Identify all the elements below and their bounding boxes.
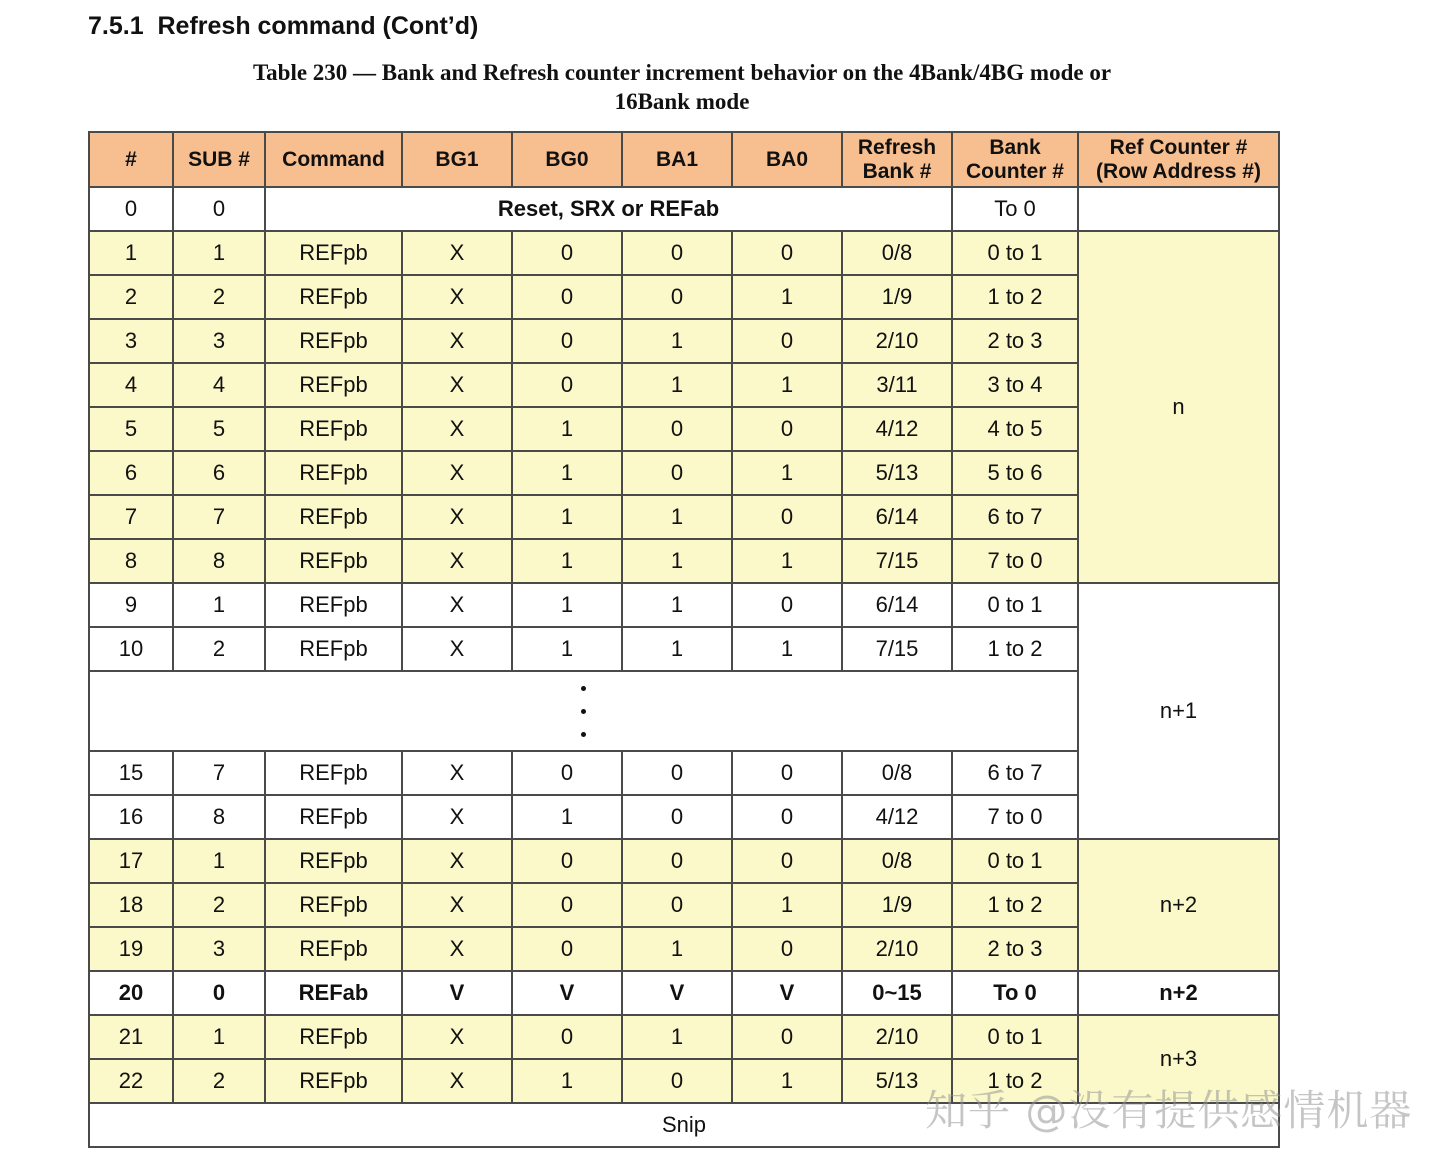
- cell-num: 1: [89, 231, 173, 275]
- table-row: [89, 231, 1279, 275]
- cell-ba0: 0: [732, 795, 842, 839]
- table-row: [89, 187, 1279, 231]
- cell-bg1: X: [402, 407, 512, 451]
- snip-cell: Snip: [89, 1103, 1279, 1147]
- cell-bank-counter: 0 to 1: [952, 1015, 1078, 1059]
- cell-bg0: 0: [512, 927, 622, 971]
- cell-ref-counter-group-n: n: [1078, 231, 1279, 583]
- cell-bg1: X: [402, 539, 512, 583]
- cell-command: REFpb: [265, 1059, 402, 1103]
- cell-bg1: X: [402, 795, 512, 839]
- header-num: #: [89, 132, 173, 187]
- table-caption: [150, 58, 1214, 116]
- cell-bg0: 1: [512, 627, 622, 671]
- cell-bg1: X: [402, 1059, 512, 1103]
- cell-num: 0: [89, 187, 173, 231]
- cell-ba1: 0: [622, 451, 732, 495]
- cell-bank-counter: 0 to 1: [952, 839, 1078, 883]
- cell-command: REFpb: [265, 795, 402, 839]
- cell-num: 17: [89, 839, 173, 883]
- header-bank-counter-line2: Counter #: [965, 159, 1064, 183]
- cell-ba0: 0: [732, 927, 842, 971]
- cell-ba1: 0: [622, 839, 732, 883]
- cell-bank-counter: 6 to 7: [952, 495, 1078, 539]
- cell-sub: 1: [173, 231, 265, 275]
- refresh-counter-table: [88, 131, 1280, 1148]
- snip-row: [89, 1103, 1279, 1147]
- cell-refresh-bank: 6/14: [842, 495, 952, 539]
- cell-refresh-bank: 0/8: [842, 751, 952, 795]
- cell-bank-counter: 7 to 0: [952, 795, 1078, 839]
- caption-line-2: 16Bank mode: [614, 89, 750, 114]
- cell-bank-counter: 1 to 2: [952, 883, 1078, 927]
- cell-refresh-bank: 4/12: [842, 407, 952, 451]
- cell-ba1: 1: [622, 583, 732, 627]
- cell-bank-counter: 7 to 0: [952, 539, 1078, 583]
- header-row: [89, 132, 1279, 187]
- cell-bg0: 0: [512, 1015, 622, 1059]
- cell-sub: 2: [173, 1059, 265, 1103]
- cell-refresh-bank: 7/15: [842, 627, 952, 671]
- cell-ba1: 0: [622, 1059, 732, 1103]
- cell-command: REFpb: [265, 231, 402, 275]
- cell-bg0: 0: [512, 319, 622, 363]
- cell-bg1: X: [402, 839, 512, 883]
- cell-refresh-bank: 7/15: [842, 539, 952, 583]
- table-row: [89, 839, 1279, 883]
- cell-command: REFpb: [265, 407, 402, 451]
- cell-ba0: 0: [732, 407, 842, 451]
- cell-num: 6: [89, 451, 173, 495]
- header-ref-counter: [1078, 132, 1279, 187]
- cell-bg0: 1: [512, 539, 622, 583]
- cell-ba1: 0: [622, 883, 732, 927]
- cell-ba0: 0: [732, 839, 842, 883]
- cell-refresh-bank: 1/9: [842, 883, 952, 927]
- cell-bg1: X: [402, 495, 512, 539]
- cell-bg1: X: [402, 319, 512, 363]
- cell-ref-counter: n+2: [1078, 971, 1279, 1015]
- cell-ba1: 1: [622, 627, 732, 671]
- cell-command: REFpb: [265, 1015, 402, 1059]
- cell-bank-counter: 2 to 3: [952, 319, 1078, 363]
- cell-bank-counter: 4 to 5: [952, 407, 1078, 451]
- cell-ba1: 0: [622, 751, 732, 795]
- cell-sub: 4: [173, 363, 265, 407]
- cell-command: REFpb: [265, 583, 402, 627]
- cell-bg0: 0: [512, 363, 622, 407]
- cell-command: REFpb: [265, 839, 402, 883]
- cell-ba1: 1: [622, 539, 732, 583]
- cell-refresh-bank: 6/14: [842, 583, 952, 627]
- cell-bank-counter: 5 to 6: [952, 451, 1078, 495]
- cell-bank-counter: 2 to 3: [952, 927, 1078, 971]
- cell-sub: 2: [173, 627, 265, 671]
- cell-num: 3: [89, 319, 173, 363]
- cell-command: REFpb: [265, 627, 402, 671]
- cell-bank-counter: 1 to 2: [952, 275, 1078, 319]
- cell-refresh-bank: 0/8: [842, 839, 952, 883]
- cell-num: 5: [89, 407, 173, 451]
- cell-command: REFpb: [265, 539, 402, 583]
- cell-ba1: V: [622, 971, 732, 1015]
- cell-ba0: 1: [732, 1059, 842, 1103]
- cell-num: 2: [89, 275, 173, 319]
- cell-bank-counter: 1 to 2: [952, 627, 1078, 671]
- cell-ba0: 1: [732, 363, 842, 407]
- cell-bg1: X: [402, 751, 512, 795]
- cell-ba0: 0: [732, 231, 842, 275]
- cell-bg1: X: [402, 451, 512, 495]
- cell-bg0: 1: [512, 495, 622, 539]
- cell-ba0: 0: [732, 319, 842, 363]
- cell-ba1: 1: [622, 363, 732, 407]
- cell-bank-counter: 0 to 1: [952, 583, 1078, 627]
- cell-ba0: 1: [732, 451, 842, 495]
- cell-bg1: X: [402, 883, 512, 927]
- cell-num: 15: [89, 751, 173, 795]
- cell-bg1: V: [402, 971, 512, 1015]
- cell-sub: 8: [173, 795, 265, 839]
- cell-ref-counter-group-n3: n+3: [1078, 1015, 1279, 1103]
- cell-refresh-bank: 2/10: [842, 1015, 952, 1059]
- cell-bank-counter: To 0: [952, 187, 1078, 231]
- cell-num: 8: [89, 539, 173, 583]
- header-bg1: BG1: [402, 132, 512, 187]
- cell-ba0: V: [732, 971, 842, 1015]
- cell-bg0: 1: [512, 1059, 622, 1103]
- cell-command: REFpb: [265, 319, 402, 363]
- cell-ba0: 0: [732, 583, 842, 627]
- cell-sub: 2: [173, 883, 265, 927]
- cell-sub: 0: [173, 971, 265, 1015]
- cell-num: 16: [89, 795, 173, 839]
- cell-ba0: 0: [732, 1015, 842, 1059]
- watermark: 知乎 @没有提供感情机器: [925, 1086, 1413, 1135]
- cell-sub: 3: [173, 927, 265, 971]
- cell-command: REFab: [265, 971, 402, 1015]
- cell-bg1: X: [402, 927, 512, 971]
- cell-reset-merged: Reset, SRX or REFab: [265, 187, 952, 231]
- vertical-ellipsis-icon: [90, 686, 1077, 737]
- header-ba0: BA0: [732, 132, 842, 187]
- cell-ba1: 1: [622, 495, 732, 539]
- cell-ba0: 0: [732, 495, 842, 539]
- cell-bg1: X: [402, 363, 512, 407]
- cell-ref-counter-group-n2: n+2: [1078, 839, 1279, 971]
- cell-num: 21: [89, 1015, 173, 1059]
- cell-bg0: 0: [512, 839, 622, 883]
- cell-bg0: 0: [512, 883, 622, 927]
- cell-command: REFpb: [265, 751, 402, 795]
- table-row-refab: [89, 971, 1279, 1015]
- caption-line-1: Table 230 — Bank and Refresh counter increment behavior on the 4Bank/4BG mode or: [252, 60, 1112, 85]
- cell-command: REFpb: [265, 883, 402, 927]
- header-ref-counter-line2: (Row Address #): [1096, 159, 1261, 183]
- header-bg0: BG0: [512, 132, 622, 187]
- cell-num: 10: [89, 627, 173, 671]
- cell-sub: 7: [173, 495, 265, 539]
- cell-num: 9: [89, 583, 173, 627]
- cell-bg0: 0: [512, 751, 622, 795]
- cell-bank-counter: 1 to 2: [952, 1059, 1078, 1103]
- cell-num: 20: [89, 971, 173, 1015]
- header-sub: SUB #: [173, 132, 265, 187]
- cell-bg1: X: [402, 231, 512, 275]
- table-row: [89, 1015, 1279, 1059]
- cell-sub: 7: [173, 751, 265, 795]
- header-ref-counter-line1: Ref Counter #: [1109, 135, 1248, 159]
- cell-ba1: 0: [622, 275, 732, 319]
- cell-bg1: X: [402, 1015, 512, 1059]
- cell-ba0: 1: [732, 627, 842, 671]
- cell-bank-counter: 6 to 7: [952, 751, 1078, 795]
- cell-sub: 0: [173, 187, 265, 231]
- cell-bg0: 1: [512, 407, 622, 451]
- cell-bg1: X: [402, 275, 512, 319]
- header-command: Command: [265, 132, 402, 187]
- header-bank-counter: [952, 132, 1078, 187]
- vertical-ellipsis-cell: [89, 671, 1078, 751]
- cell-bg1: X: [402, 627, 512, 671]
- cell-refresh-bank: 5/13: [842, 451, 952, 495]
- cell-bg0: 1: [512, 451, 622, 495]
- cell-command: REFpb: [265, 363, 402, 407]
- cell-ba1: 0: [622, 231, 732, 275]
- cell-ba0: 1: [732, 539, 842, 583]
- header-refresh-bank: [842, 132, 952, 187]
- table-row: [89, 583, 1279, 627]
- cell-bank-counter: To 0: [952, 971, 1078, 1015]
- cell-refresh-bank: 2/10: [842, 927, 952, 971]
- cell-refresh-bank: 2/10: [842, 319, 952, 363]
- header-refresh-bank-line2: Bank #: [862, 159, 932, 183]
- cell-refresh-bank: 0/8: [842, 231, 952, 275]
- cell-ba1: 1: [622, 1015, 732, 1059]
- cell-refresh-bank: 5/13: [842, 1059, 952, 1103]
- cell-bg0: V: [512, 971, 622, 1015]
- cell-refresh-bank: 3/11: [842, 363, 952, 407]
- cell-ba1: 0: [622, 795, 732, 839]
- cell-num: 7: [89, 495, 173, 539]
- cell-bg0: 1: [512, 583, 622, 627]
- cell-sub: 1: [173, 839, 265, 883]
- cell-ref-counter: [1078, 187, 1279, 231]
- cell-sub: 1: [173, 583, 265, 627]
- cell-ba1: 1: [622, 319, 732, 363]
- cell-sub: 6: [173, 451, 265, 495]
- cell-ba1: 0: [622, 407, 732, 451]
- cell-sub: 8: [173, 539, 265, 583]
- cell-command: REFpb: [265, 451, 402, 495]
- header-bank-counter-line1: Bank: [989, 135, 1041, 159]
- cell-sub: 1: [173, 1015, 265, 1059]
- cell-refresh-bank: 1/9: [842, 275, 952, 319]
- cell-bank-counter: 0 to 1: [952, 231, 1078, 275]
- header-refresh-bank-line1: Refresh: [857, 135, 937, 159]
- cell-command: REFpb: [265, 495, 402, 539]
- cell-bank-counter: 3 to 4: [952, 363, 1078, 407]
- cell-sub: 3: [173, 319, 265, 363]
- cell-bg0: 0: [512, 275, 622, 319]
- cell-ba0: 1: [732, 883, 842, 927]
- cell-ba0: 1: [732, 275, 842, 319]
- section-heading: 7.5.1 Refresh command (Cont’d): [88, 12, 479, 40]
- cell-sub: 2: [173, 275, 265, 319]
- cell-num: 4: [89, 363, 173, 407]
- cell-ref-counter-group-n1: n+1: [1078, 583, 1279, 839]
- cell-num: 19: [89, 927, 173, 971]
- cell-command: REFpb: [265, 275, 402, 319]
- cell-command: REFpb: [265, 927, 402, 971]
- cell-bg1: X: [402, 583, 512, 627]
- cell-ba0: 0: [732, 751, 842, 795]
- cell-num: 18: [89, 883, 173, 927]
- cell-num: 22: [89, 1059, 173, 1103]
- header-ba1: BA1: [622, 132, 732, 187]
- cell-refresh-bank: 0~15: [842, 971, 952, 1015]
- cell-refresh-bank: 4/12: [842, 795, 952, 839]
- cell-ba1: 1: [622, 927, 732, 971]
- cell-sub: 5: [173, 407, 265, 451]
- cell-bg0: 1: [512, 795, 622, 839]
- cell-bg0: 0: [512, 231, 622, 275]
